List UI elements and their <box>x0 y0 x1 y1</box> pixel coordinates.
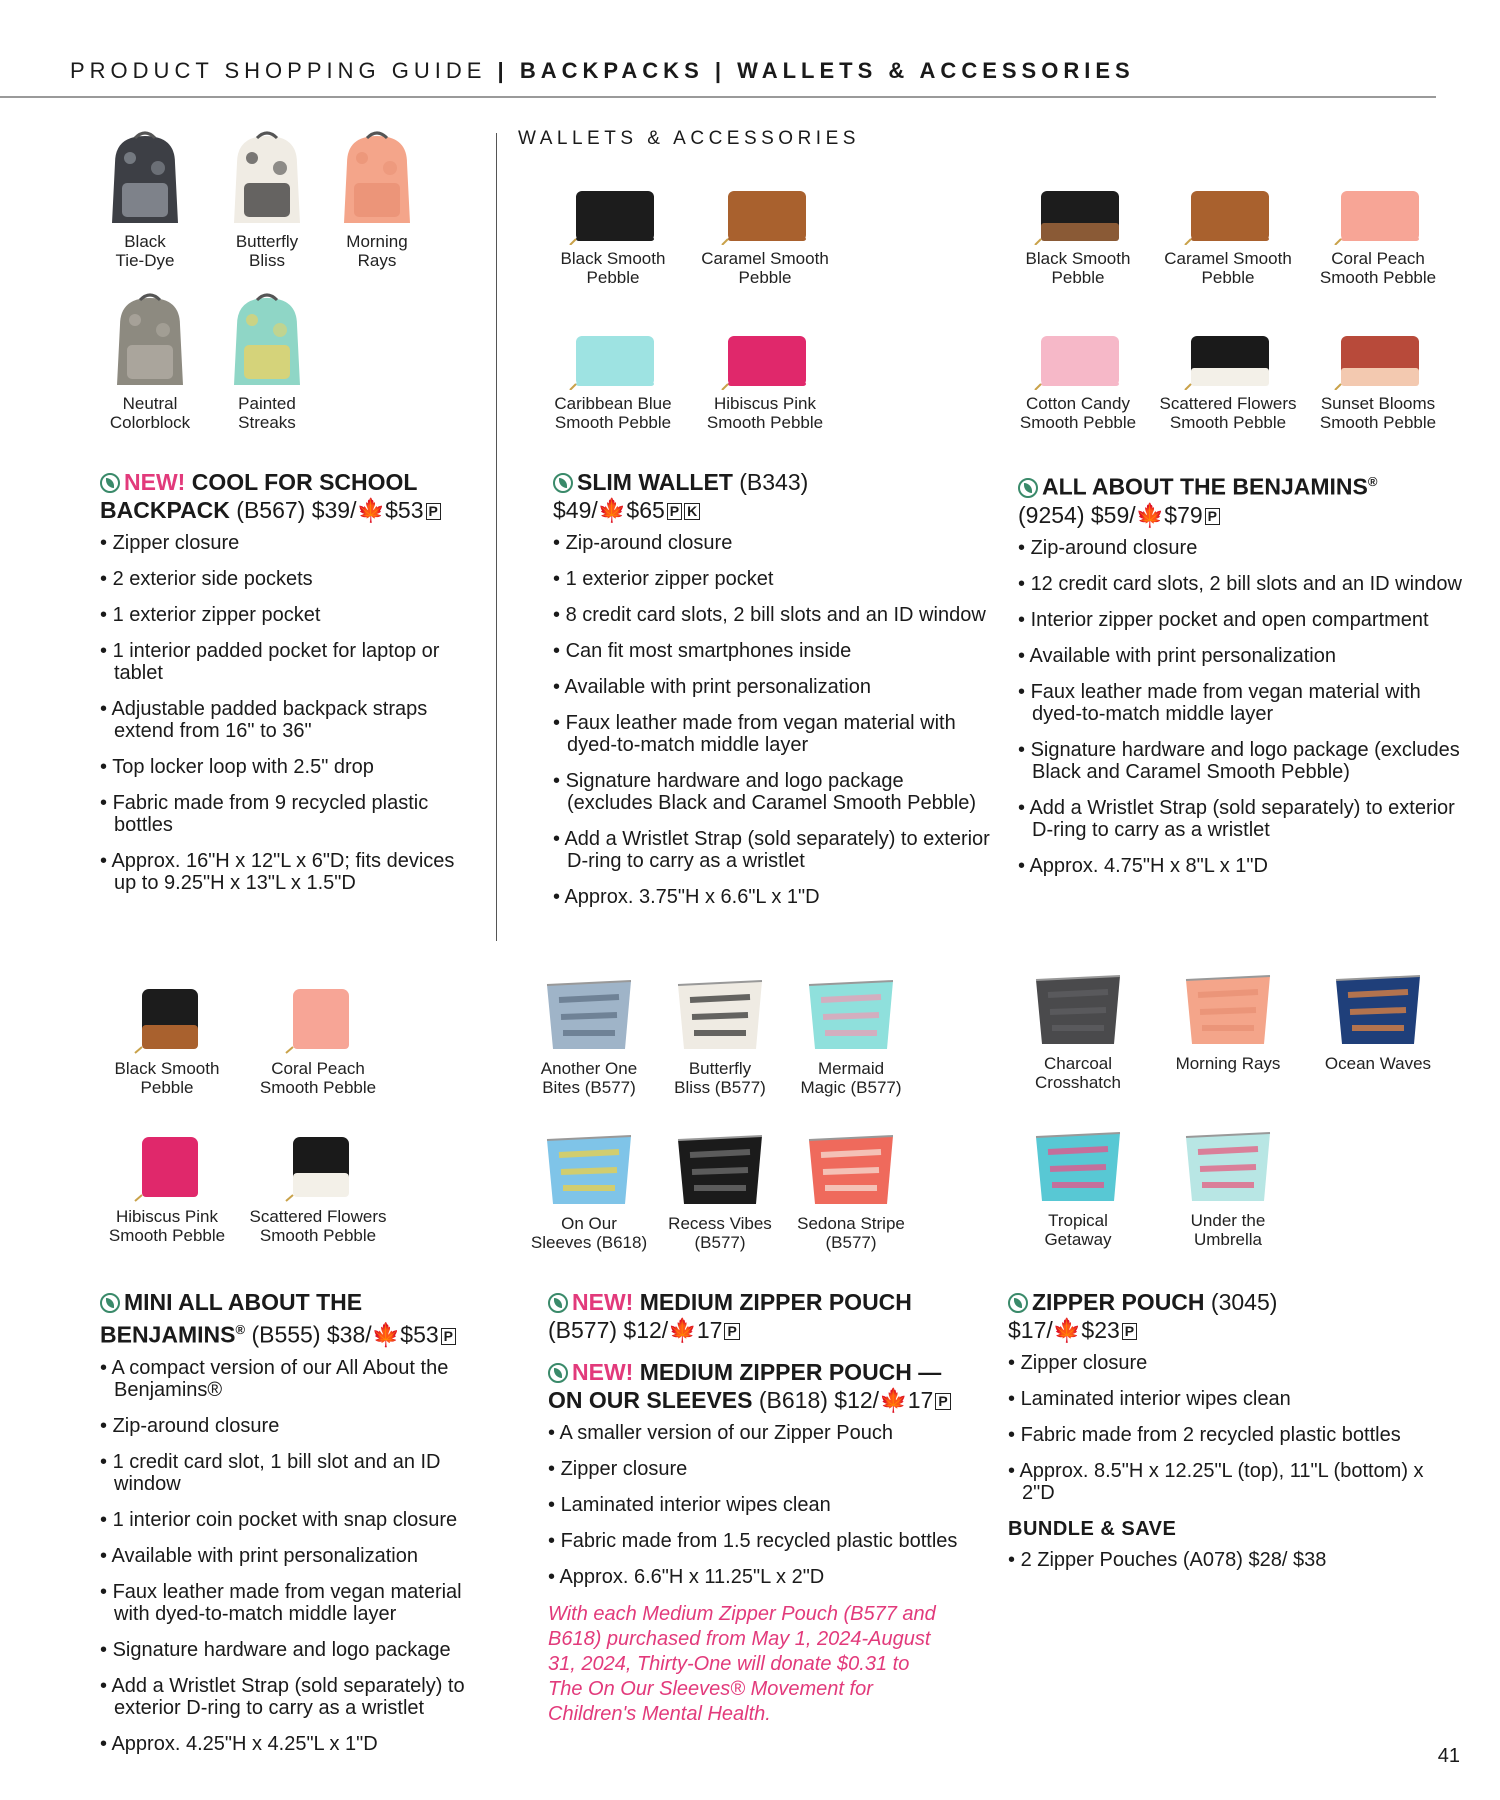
product-name: MEDIUM ZIPPER POUCH — <box>633 1359 942 1385</box>
swatch-label <box>1003 394 1153 432</box>
swatch-label-line: Smooth Pebble <box>706 413 824 432</box>
swatch-label-line: Coral Peach <box>271 1059 365 1078</box>
swatch-label-line: Sunset Blooms <box>1320 394 1436 413</box>
swatch-item <box>1303 330 1453 432</box>
product-thumbnail <box>801 1130 901 1210</box>
product-name: SLIM WALLET <box>577 469 733 495</box>
feature-item: • Add a Wristlet Strap (sold separately) to exterior D-ring to carry as a wristlet <box>553 828 993 872</box>
swatch-label-line: Coral Peach <box>1331 249 1425 268</box>
feature-item: • Interior zipper pocket and open compartment <box>1018 609 1468 631</box>
feature-item: • 8 credit card slots, 2 bill slots and an ID window <box>553 604 993 626</box>
header-rule <box>0 96 1436 98</box>
maple-leaf-icon: 🍁 <box>668 1317 697 1343</box>
feature-item: • Zipper closure <box>100 532 480 554</box>
swatch-label-line: Pebble <box>140 1078 194 1097</box>
medium-pouch-features <box>548 1422 988 1588</box>
feature-item: • Approx. 16"H x 12"L x 6"D; fits devices up to 9.25"H x 13"L x 1.5"D <box>100 850 480 894</box>
cad-price: $53 <box>400 1321 439 1348</box>
swatch-label-line: Painted <box>238 394 296 413</box>
swatch-label-line: Neutral <box>122 394 178 413</box>
feature-item: • Available with print personalization <box>553 676 993 698</box>
swatch-item <box>538 330 688 432</box>
product-name: ALL ABOUT THE BENJAMINS <box>1042 473 1368 500</box>
product-thumbnail <box>132 985 202 1055</box>
swatch-label <box>1153 394 1303 432</box>
product-thumbnail <box>1183 185 1273 245</box>
feature-item: • Laminated interior wipes clean <box>548 1494 988 1516</box>
swatch-item <box>92 1133 242 1245</box>
swatch-label-line: Umbrella <box>1193 1230 1263 1249</box>
recycle-leaf-icon <box>100 1293 120 1313</box>
swatch-label-line: Caramel Smooth <box>1164 249 1292 268</box>
personalization-badge: P <box>1122 1323 1137 1340</box>
swatch-label-line: On Our <box>561 1214 617 1233</box>
swatch-label <box>92 1207 242 1245</box>
mini-benjamins-features <box>100 1357 500 1755</box>
recycle-leaf-icon <box>100 473 120 493</box>
swatch-label-line: Smooth Pebble <box>554 413 672 432</box>
swatch-label-line: Butterfly <box>688 1059 752 1078</box>
swatch-label <box>92 1059 242 1097</box>
swatch-label-line: Pebble <box>586 268 640 287</box>
product-thumbnail <box>670 1130 770 1210</box>
column-divider <box>496 133 497 941</box>
swatch-label-line: Black Smooth <box>1025 249 1131 268</box>
swatch-label-line: Crosshatch <box>1035 1073 1121 1092</box>
swatch-item <box>690 330 840 432</box>
mini-benjamins-product <box>100 1288 500 1769</box>
benjamins-title <box>1018 468 1468 529</box>
feature-item: • 1 interior coin pocket with snap closure <box>100 1509 500 1531</box>
product-code-price: (B618) $12/ <box>752 1387 880 1413</box>
swatch-label-line: Tropical <box>1048 1211 1108 1230</box>
swatch-item <box>1153 1127 1303 1249</box>
personalization-badge: P <box>935 1393 950 1410</box>
swatch-item <box>1003 1127 1153 1249</box>
personalization-badge: P <box>426 503 441 520</box>
backpack-features <box>100 532 480 894</box>
swatch-label-line: Scattered Flowers <box>1159 394 1297 413</box>
feature-item: • Fabric made from 9 recycled plastic bottles <box>100 792 480 836</box>
swatch-item <box>1303 185 1453 287</box>
swatch-label-line: Smooth Pebble <box>1319 268 1437 287</box>
cad-price: $65 <box>626 497 665 523</box>
swatch-label-line: Mermaid <box>817 1059 885 1078</box>
kit-badge: K <box>684 503 700 520</box>
product-thumbnail <box>1328 970 1428 1050</box>
feature-item: • Zipper closure <box>1008 1352 1448 1374</box>
swatch-label-line: Smooth Pebble <box>259 1078 377 1097</box>
swatch-label-line: Pebble <box>1051 268 1105 287</box>
maple-leaf-icon: 🍁 <box>1052 1317 1082 1343</box>
feature-item: • Approx. 4.25"H x 4.25"L x 1"D <box>100 1733 500 1755</box>
zipper-pouch-title <box>1008 1288 1448 1344</box>
slim-wallet-features <box>553 532 993 908</box>
feature-item: • Fabric made from 1.5 recycled plastic bottles <box>548 1530 988 1552</box>
feature-item: • Zip-around closure <box>553 532 993 554</box>
swatch-label-line: Cotton Candy <box>1026 394 1130 413</box>
swatch-label <box>538 394 688 432</box>
product-thumbnail <box>539 975 639 1055</box>
swatch-item <box>1003 185 1153 287</box>
product-thumbnail <box>222 290 312 390</box>
feature-item: • Zipper closure <box>548 1458 988 1480</box>
swatch-item <box>1153 970 1303 1073</box>
recycle-leaf-icon <box>548 1293 568 1313</box>
price: $17/ <box>1008 1317 1053 1343</box>
product-thumbnail <box>1333 185 1423 245</box>
swatch-item <box>1003 330 1153 432</box>
feature-item: • Adjustable padded backpack straps extend from 16" to 36" <box>100 698 480 742</box>
personalization-badge: P <box>1205 508 1220 525</box>
feature-item: • A smaller version of our Zipper Pouch <box>548 1422 988 1444</box>
swatch-label-line: Colorblock <box>109 413 191 432</box>
swatch-label-line: Rays <box>357 251 397 270</box>
backpack-product <box>100 468 480 908</box>
swatch-item <box>514 975 664 1097</box>
swatch-label-line: Smooth Pebble <box>259 1226 377 1245</box>
product-name: BENJAMINS <box>100 1321 236 1348</box>
swatch-label-line: (B577) <box>694 1233 746 1252</box>
feature-item: • 12 credit card slots, 2 bill slots and an ID window <box>1018 573 1468 595</box>
product-name: MINI ALL ABOUT THE <box>124 1289 363 1315</box>
swatch-item <box>776 975 926 1097</box>
product-code-price: (B577) $12/ <box>548 1317 669 1343</box>
product-thumbnail <box>568 185 658 245</box>
feature-item: • Approx. 3.75"H x 6.6"L x 1"D <box>553 886 993 908</box>
product-thumbnail <box>1028 1127 1128 1207</box>
swatch-label <box>1003 249 1153 287</box>
feature-item: • Approx. 4.75"H x 8"L x 1"D <box>1018 855 1468 877</box>
product-name: ON OUR SLEEVES <box>548 1387 753 1413</box>
swatch-label-line: Under the <box>1190 1211 1266 1230</box>
swatch-label <box>645 1059 795 1097</box>
product-thumbnail <box>801 975 901 1055</box>
swatch-label-line: Pebble <box>738 268 792 287</box>
swatch-label <box>1303 1054 1453 1073</box>
swatch-label <box>1153 249 1303 287</box>
zipper-pouch-features <box>1008 1352 1448 1504</box>
new-badge: NEW! <box>572 1289 634 1315</box>
product-thumbnail <box>1333 330 1423 390</box>
maple-leaf-icon: 🍁 <box>597 497 627 523</box>
feature-item: • Faux leather made from vegan material with dyed-to-match middle layer <box>1018 681 1468 725</box>
product-code: (B343) <box>732 469 809 495</box>
feature-item: • Faux leather made from vegan material with dyed-to-match middle layer <box>100 1581 500 1625</box>
product-name: ZIPPER POUCH <box>1032 1289 1205 1315</box>
price: $49/ <box>553 497 598 523</box>
swatch-label-line: Caramel Smooth <box>701 249 829 268</box>
swatch-label <box>645 1214 795 1252</box>
benjamins-features <box>1018 537 1468 877</box>
swatch-label-line: Magic (B577) <box>800 1078 902 1097</box>
swatch-label <box>243 1207 393 1245</box>
swatch-label <box>538 249 688 287</box>
swatch-label <box>1303 394 1453 432</box>
swatch-label-line: Scattered Flowers <box>249 1207 387 1226</box>
product-name: MEDIUM ZIPPER POUCH <box>633 1289 912 1315</box>
maple-leaf-icon: 🍁 <box>1135 501 1165 528</box>
swatch-label-line: Black Smooth <box>114 1059 220 1078</box>
product-code: (3045) <box>1204 1289 1278 1315</box>
new-badge: NEW! <box>572 1359 634 1385</box>
recycle-leaf-icon <box>553 473 573 493</box>
swatch-label-line: Recess Vibes <box>668 1214 772 1233</box>
product-code-price: (9254) $59/ <box>1018 501 1136 528</box>
product-thumbnail <box>283 1133 353 1203</box>
header-separator: | <box>703 58 738 83</box>
swatch-label-line: Another One <box>540 1059 638 1078</box>
feature-item: • Faux leather made from vegan material with dyed-to-match middle layer <box>553 712 993 756</box>
product-thumbnail <box>132 1133 202 1203</box>
product-thumbnail <box>539 1130 639 1210</box>
bundle-title: BUNDLE & SAVE <box>1008 1518 1177 1540</box>
swatch-label <box>690 394 840 432</box>
swatch-label <box>302 232 452 270</box>
swatch-label-line: Black <box>124 232 166 251</box>
swatch-label-line: Hibiscus Pink <box>713 394 817 413</box>
feature-item: • Can fit most smartphones inside <box>553 640 993 662</box>
feature-item: • Approx. 8.5"H x 12.25"L (top), 11"L (bottom) x 2"D <box>1008 1460 1448 1504</box>
product-thumbnail <box>1028 970 1128 1050</box>
section-title: WALLETS & ACCESSORIES <box>518 128 860 149</box>
maple-leaf-icon: 🍁 <box>356 497 386 523</box>
swatch-label-line: Smooth Pebble <box>1019 413 1137 432</box>
swatch-item <box>645 975 795 1097</box>
swatch-label <box>1153 1211 1303 1249</box>
slim-wallet-product <box>553 468 993 922</box>
swatch-label-line: Black Smooth <box>560 249 666 268</box>
swatch-item <box>243 1133 393 1245</box>
swatch-label <box>1003 1211 1153 1249</box>
swatch-item <box>690 185 840 287</box>
feature-item: • Add a Wristlet Strap (sold separately) to exterior D-ring to carry as a wristlet <box>100 1675 500 1719</box>
swatch-label-line: Bites (B577) <box>542 1078 636 1097</box>
product-thumbnail <box>670 975 770 1055</box>
bundle-list <box>1008 1549 1448 1571</box>
feature-item: • Laminated interior wipes clean <box>1008 1388 1448 1410</box>
product-thumbnail <box>105 290 195 390</box>
personalization-badge: P <box>667 503 682 520</box>
swatch-label-line: Streaks <box>238 413 296 432</box>
swatch-label <box>1153 1054 1303 1073</box>
feature-item: • Add a Wristlet Strap (sold separately) to exterior D-ring to carry as a wristlet <box>1018 797 1468 841</box>
product-name: BACKPACK <box>100 497 230 523</box>
swatch-label-line: Bliss (B577) <box>674 1078 766 1097</box>
recycle-leaf-icon <box>1008 1293 1028 1313</box>
header-title-backpacks: BACKPACKS <box>519 58 704 83</box>
swatch-item <box>538 185 688 287</box>
header-title-wallets: WALLETS & ACCESSORIES <box>737 58 1135 83</box>
swatch-item <box>243 985 393 1097</box>
swatch-item <box>514 1130 664 1252</box>
swatch-item <box>645 1130 795 1252</box>
product-thumbnail <box>100 128 190 228</box>
registered-mark: ® <box>235 1322 246 1337</box>
mini-benjamins-title <box>100 1288 500 1349</box>
medium-pouch-product <box>548 1288 988 1727</box>
slim-wallet-title <box>553 468 993 524</box>
swatch-label <box>192 394 342 432</box>
swatch-label-line: Bliss <box>249 251 285 270</box>
product-thumbnail <box>283 985 353 1055</box>
feature-item: • 1 exterior zipper pocket <box>553 568 993 590</box>
benjamins-product <box>1018 468 1468 891</box>
swatch-label-line: Tie-Dye <box>115 251 175 270</box>
product-code-price: (B555) $38/ <box>245 1321 372 1348</box>
feature-item: • Zip-around closure <box>1018 537 1468 559</box>
personalization-badge: P <box>441 1328 456 1345</box>
page-header <box>70 58 1135 84</box>
cad-price: $23 <box>1081 1317 1120 1343</box>
feature-item: • A compact version of our All About the Benjamins® <box>100 1357 500 1401</box>
swatch-label-line: Smooth Pebble <box>108 1226 226 1245</box>
product-thumbnail <box>1033 330 1123 390</box>
swatch-label <box>514 1214 664 1252</box>
swatch-item <box>1153 330 1303 432</box>
feature-item: • Zip-around closure <box>100 1415 500 1437</box>
swatch-item <box>1153 185 1303 287</box>
product-name: COOL FOR SCHOOL <box>185 469 418 495</box>
medium-pouch-title <box>548 1288 988 1344</box>
header-separator: | <box>486 58 520 83</box>
product-thumbnail <box>332 128 422 228</box>
swatch-label-line: Hibiscus Pink <box>115 1207 219 1226</box>
feature-item: • Approx. 6.6"H x 11.25"L x 2"D <box>548 1566 988 1588</box>
feature-item: • Available with print personalization <box>1018 645 1468 667</box>
feature-item: • Available with print personalization <box>100 1545 500 1567</box>
recycle-leaf-icon <box>548 1363 568 1383</box>
feature-item: • 2 Zipper Pouches (A078) $28/ $38 <box>1008 1549 1448 1571</box>
swatch-label-line: Sedona Stripe <box>797 1214 905 1233</box>
swatch-item <box>192 290 342 432</box>
swatch-label-line: (B577) <box>825 1233 877 1252</box>
feature-item: • Signature hardware and logo package (excludes Black and Caramel Smooth Pebble) <box>1018 739 1468 783</box>
swatch-label-line: Charcoal <box>1043 1054 1113 1073</box>
cad-price: $53 <box>385 497 424 523</box>
feature-item: • Signature hardware and logo package <box>100 1639 500 1661</box>
zipper-pouch-product <box>1008 1288 1448 1585</box>
cad-price: 17 <box>696 1317 723 1343</box>
feature-item: • Top locker loop with 2.5" drop <box>100 756 480 778</box>
backpack-title <box>100 468 480 524</box>
maple-leaf-icon: 🍁 <box>371 1321 401 1348</box>
swatch-label <box>514 1059 664 1097</box>
swatch-label <box>1003 1054 1153 1092</box>
swatch-item <box>302 128 452 270</box>
cad-price: $79 <box>1164 501 1203 528</box>
new-badge: NEW! <box>124 469 186 495</box>
swatch-label <box>243 1059 393 1097</box>
swatch-item <box>92 985 242 1097</box>
feature-item: • 1 credit card slot, 1 bill slot and an ID window <box>100 1451 500 1495</box>
product-thumbnail <box>1183 330 1273 390</box>
swatch-label-line: Caribbean Blue <box>554 394 672 413</box>
swatch-label-line: Morning Rays <box>1175 1054 1281 1073</box>
recycle-leaf-icon <box>1018 478 1038 498</box>
swatch-item <box>1003 970 1153 1092</box>
donation-note: With each Medium Zipper Pouch (B577 and B618) purchased from May 1, 2024-August 31, 2024, Thirty-One will donate $0.31 to The On Our Sleeves® Movement for Children's Mental Health. <box>548 1603 936 1725</box>
swatch-label-line: Getaway <box>1044 1230 1112 1249</box>
medium-pouch-sleeves-title <box>548 1358 988 1414</box>
product-thumbnail <box>1178 970 1278 1050</box>
product-thumbnail <box>1033 185 1123 245</box>
cad-price: 17 <box>907 1387 934 1413</box>
product-thumbnail <box>568 330 658 390</box>
swatch-label-line: Smooth Pebble <box>1169 413 1287 432</box>
swatch-label <box>1303 249 1453 287</box>
swatch-label <box>690 249 840 287</box>
product-thumbnail <box>720 330 810 390</box>
feature-item: • 2 exterior side pockets <box>100 568 480 590</box>
header-prefix: PRODUCT SHOPPING GUIDE <box>70 58 487 83</box>
swatch-label-line: Butterfly <box>235 232 299 251</box>
product-thumbnail <box>720 185 810 245</box>
product-thumbnail <box>1178 1127 1278 1207</box>
feature-item: • Fabric made from 2 recycled plastic bottles <box>1008 1424 1448 1446</box>
swatch-label-line: Smooth Pebble <box>1319 413 1437 432</box>
swatch-label-line: Ocean Waves <box>1324 1054 1432 1073</box>
product-code-price: (B567) $39/ <box>229 497 357 523</box>
swatch-label-line: Morning <box>346 232 408 251</box>
page-number: 41 <box>1437 1745 1460 1767</box>
swatch-label-line: Sleeves (B618) <box>530 1233 648 1252</box>
feature-item: • 1 exterior zipper pocket <box>100 604 480 626</box>
swatch-item <box>1303 970 1453 1073</box>
registered-mark: ® <box>1367 474 1378 489</box>
swatch-item <box>776 1130 926 1252</box>
product-thumbnail <box>222 128 312 228</box>
swatch-label <box>776 1059 926 1097</box>
feature-item: • 1 interior padded pocket for laptop or tablet <box>100 640 480 684</box>
feature-item: • Signature hardware and logo package (excludes Black and Caramel Smooth Pebble) <box>553 770 993 814</box>
swatch-label <box>776 1214 926 1252</box>
personalization-badge: P <box>724 1323 739 1340</box>
swatch-label-line: Pebble <box>1201 268 1255 287</box>
maple-leaf-icon: 🍁 <box>879 1387 908 1413</box>
